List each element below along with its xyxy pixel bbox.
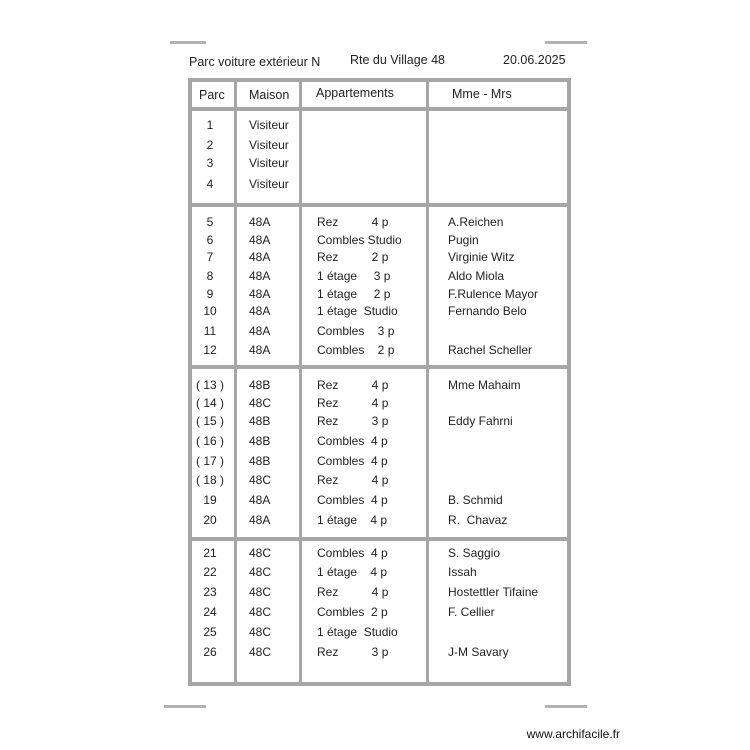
- crop-mark-bottom-right: [545, 705, 587, 708]
- house-label: 48B: [249, 414, 271, 428]
- parking-number: 4: [206, 177, 214, 191]
- tenant-name: Hostettler Tifaine: [448, 585, 539, 599]
- parking-number: 26: [203, 645, 217, 659]
- crop-mark-bottom-left: [164, 705, 206, 708]
- apartment-label: Combles 4 p: [317, 493, 388, 507]
- tenant-name: Issah: [448, 565, 477, 579]
- parking-number: 20: [203, 513, 217, 527]
- apartment-label: Combles 2 p: [317, 605, 388, 619]
- table-rule-horizontal: [188, 78, 570, 82]
- crop-mark-top-left: [170, 41, 206, 44]
- house-label: 48A: [249, 233, 271, 247]
- apartment-label: 1 étage 3 p: [317, 269, 391, 283]
- apartment-label: Rez 4 p: [317, 396, 389, 410]
- plan-address: Rte du Village 48: [350, 53, 445, 67]
- apartment-label: Combles 3 p: [317, 324, 395, 338]
- crop-mark-top-right: [545, 41, 587, 44]
- table-rule-horizontal: [188, 203, 570, 207]
- house-label: 48A: [249, 269, 271, 283]
- apartment-label: 1 étage 4 p: [317, 565, 388, 579]
- apartment-label: Combles 4 p: [317, 546, 388, 560]
- apartment-label: Rez 4 p: [317, 215, 389, 229]
- house-label: 48A: [249, 513, 271, 527]
- house-label: 48B: [249, 454, 271, 468]
- parking-number: 25: [203, 625, 217, 639]
- tenant-name: Rachel Scheller: [448, 343, 533, 357]
- parking-number: ( 16 ): [195, 434, 224, 448]
- table-rule-vertical: [426, 78, 429, 686]
- column-header-appartements: Appartements: [316, 86, 394, 100]
- apartment-label: Combles 4 p: [317, 454, 388, 468]
- plan-title: Parc voiture extérieur N: [189, 55, 321, 69]
- house-label: Visiteur: [249, 156, 289, 170]
- apartment-label: Combles 4 p: [317, 434, 388, 448]
- parking-number: ( 17 ): [195, 454, 224, 468]
- parking-number: 23: [203, 585, 217, 599]
- table-rule-horizontal: [188, 682, 570, 686]
- tenant-name: F.Rulence Mayor: [448, 287, 539, 301]
- tenant-name: J-M Savary: [448, 645, 509, 659]
- parking-number: 11: [203, 324, 217, 338]
- house-label: 48C: [249, 546, 272, 560]
- apartment-label: Rez 3 p: [317, 645, 389, 659]
- parking-number: ( 14 ): [195, 396, 224, 410]
- tenant-name: Aldo Miola: [448, 269, 505, 283]
- parking-number: 3: [206, 156, 214, 170]
- parking-number: 1: [206, 118, 214, 132]
- table-rule-horizontal: [188, 537, 570, 541]
- parking-number: 9: [206, 287, 214, 301]
- tenant-name: Pugin: [448, 233, 479, 247]
- apartment-label: 1 étage 4 p: [317, 513, 388, 527]
- apartment-label: Combles Studio: [317, 233, 402, 247]
- parking-number: 19: [203, 493, 217, 507]
- house-label: 48B: [249, 434, 271, 448]
- tenant-name: B. Schmid: [448, 493, 503, 507]
- parking-number: 5: [206, 215, 214, 229]
- apartment-label: Rez 3 p: [317, 414, 389, 428]
- parking-number: 7: [206, 250, 214, 264]
- parking-number: 6: [206, 233, 214, 247]
- apartment-label: Rez 4 p: [317, 378, 389, 392]
- tenant-name: Virginie Witz: [448, 250, 515, 264]
- parking-number: 12: [203, 343, 217, 357]
- house-label: 48C: [249, 585, 272, 599]
- house-label: Visiteur: [249, 118, 289, 132]
- house-label: Visiteur: [249, 177, 289, 191]
- house-label: 48A: [249, 215, 271, 229]
- house-label: 48C: [249, 473, 272, 487]
- tenant-name: A.Reichen: [448, 215, 504, 229]
- tenant-name: Fernando Belo: [448, 304, 527, 318]
- house-label: 48A: [249, 493, 271, 507]
- plan-date: 20.06.2025: [503, 53, 566, 67]
- parking-number: 24: [203, 605, 217, 619]
- parking-number: ( 18 ): [195, 473, 224, 487]
- parking-number: 8: [206, 269, 214, 283]
- apartment-label: 1 étage Studio: [317, 625, 398, 639]
- parking-number: 10: [203, 304, 217, 318]
- apartment-label: 1 étage Studio: [317, 304, 398, 318]
- parking-number: ( 15 ): [195, 414, 224, 428]
- tenant-name: Mme Mahaim: [448, 378, 521, 392]
- footer-watermark: www.archifacile.fr: [526, 727, 620, 741]
- parking-number: 22: [203, 565, 217, 579]
- house-label: 48B: [249, 378, 271, 392]
- apartment-label: Rez 4 p: [317, 473, 389, 487]
- house-label: 48A: [249, 250, 271, 264]
- tenant-name: Eddy Fahrni: [448, 414, 513, 428]
- parking-number: 2: [206, 138, 214, 152]
- table-rule-horizontal: [188, 365, 570, 369]
- tenant-name: R. Chavaz: [448, 513, 508, 527]
- table-rule-horizontal: [188, 107, 570, 111]
- parking-number: ( 13 ): [195, 378, 224, 392]
- house-label: 48A: [249, 304, 271, 318]
- apartment-label: Rez 2 p: [317, 250, 389, 264]
- column-header-mme-mrs: Mme - Mrs: [452, 87, 512, 101]
- house-label: 48A: [249, 343, 271, 357]
- column-header-parc: Parc: [199, 88, 225, 102]
- column-header-maison: Maison: [249, 88, 290, 102]
- house-label: Visiteur: [249, 138, 289, 152]
- apartment-label: Rez 4 p: [317, 585, 389, 599]
- house-label: 48C: [249, 605, 272, 619]
- house-label: 48A: [249, 287, 271, 301]
- table-rule-vertical: [567, 78, 571, 686]
- house-label: 48C: [249, 645, 272, 659]
- tenant-name: F. Cellier: [448, 605, 495, 619]
- house-label: 48C: [249, 565, 272, 579]
- apartment-label: 1 étage 2 p: [317, 287, 391, 301]
- house-label: 48C: [249, 396, 272, 410]
- parking-number: 21: [203, 546, 217, 560]
- tenant-name: S. Saggio: [448, 546, 501, 560]
- apartment-label: Combles 2 p: [317, 343, 395, 357]
- house-label: 48C: [249, 625, 272, 639]
- house-label: 48A: [249, 324, 271, 338]
